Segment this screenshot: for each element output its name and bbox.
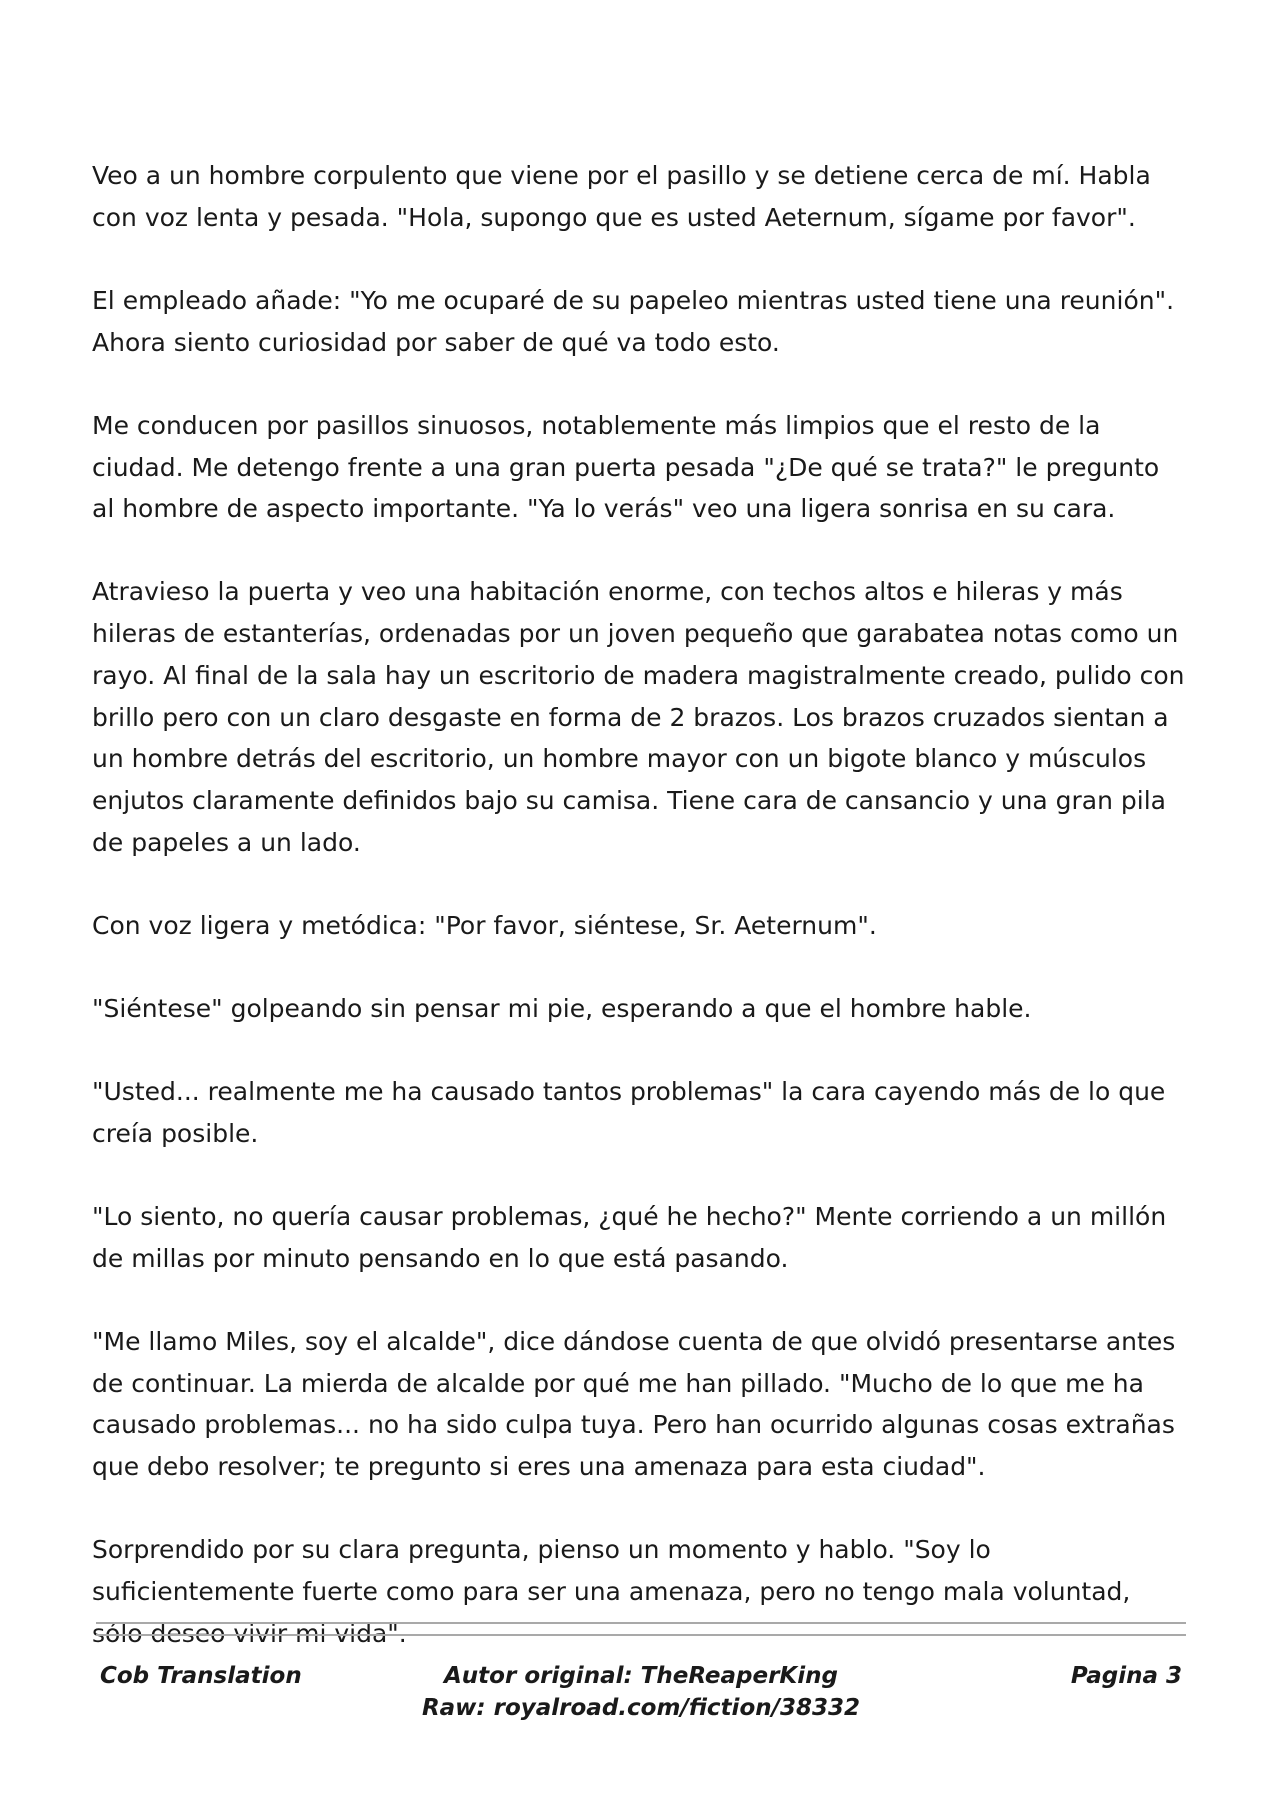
paragraph: Sorprendido por su clara pregunta, pienso un momento y hablo. "Soy lo suficientemente fuerte como para ser una amenaza, pero no tengo mala voluntad, sólo deseo vivir mi vida".: [92, 1535, 1131, 1648]
paragraph: "Lo siento, no quería causar problemas, ¿qué he hecho?" Mente corriendo a un millón de millas por minuto pensando en lo que está pasando.: [92, 1202, 1167, 1273]
footer-divider-top: [96, 1622, 1186, 1624]
original-author: Autor original: TheReaperKing: [444, 1663, 838, 1689]
paragraph: "Me llamo Miles, soy el alcalde", dice dándose cuenta de que olvidó presentarse antes de continuar. La mierda de alcalde por qué me han pillado. "Mucho de lo que me ha causado problemas... no ha sido culpa tuya. Pero han ocurrido algunas cosas extrañas que debo resolver; te pregunto si eres una amenaza para esta ciudad".: [92, 1327, 1176, 1482]
page-number: Pagina 3: [1070, 1663, 1182, 1689]
translator-credit: Cob Translation: [100, 1663, 302, 1689]
raw-source-link: Raw: royalroad.com/fiction/38332: [421, 1695, 861, 1721]
paragraph: Me conducen por pasillos sinuosos, notablemente más limpios que el resto de la ciudad. Me detengo frente a una gran puerta pesada "¿De qué se trata?" le pregunto al hombre de aspecto importante. "Ya lo verás" veo una ligera sonrisa en su cara.: [92, 410, 1160, 524]
story-body: [92, 155, 1188, 1696]
paragraph: "Siéntese" golpeando sin pensar mi pie, esperando a que el hombre hable.: [92, 994, 1032, 1024]
paragraph: El empleado añade: "Yo me ocuparé de su papeleo mientras usted tiene una reunión". Ahora siento curiosidad por saber de qué va todo esto.: [92, 285, 1175, 357]
paragraph: Veo a un hombre corpulento que viene por el pasillo y se detiene cerca de mí. Habla con voz lenta y pesada. "Hola, supongo que es usted Aeternum, sígame por favor".: [92, 161, 1151, 232]
paragraph: Con voz ligera y metódica: "Por favor, siéntese, Sr. Aeternum".: [92, 910, 877, 940]
paragraph: Atravieso la puerta y veo una habitación enorme, con techos altos e hileras y más hileras de estanterías, ordenadas por un joven pequeño que garabatea notas como un rayo. Al final de la sala hay un escritorio de madera magistralmente creado, pulido con brillo pero con un claro desgaste en forma de 2 brazos. Los brazos cruzados sientan a un hombre detrás del escritorio, un hombre mayor con un bigote blanco y músculos enjutos claramente definidos bajo su camisa. Tiene cara de cansancio y una gran pila de papeles a un lado.: [92, 577, 1185, 857]
source-credit: [96, 1660, 1186, 1724]
paragraph: "Usted... realmente me ha causado tantos problemas" la cara cayendo más de lo que creía posible.: [92, 1077, 1166, 1148]
footer-divider-bottom: [96, 1634, 1186, 1636]
page-footer: [96, 1660, 1186, 1740]
